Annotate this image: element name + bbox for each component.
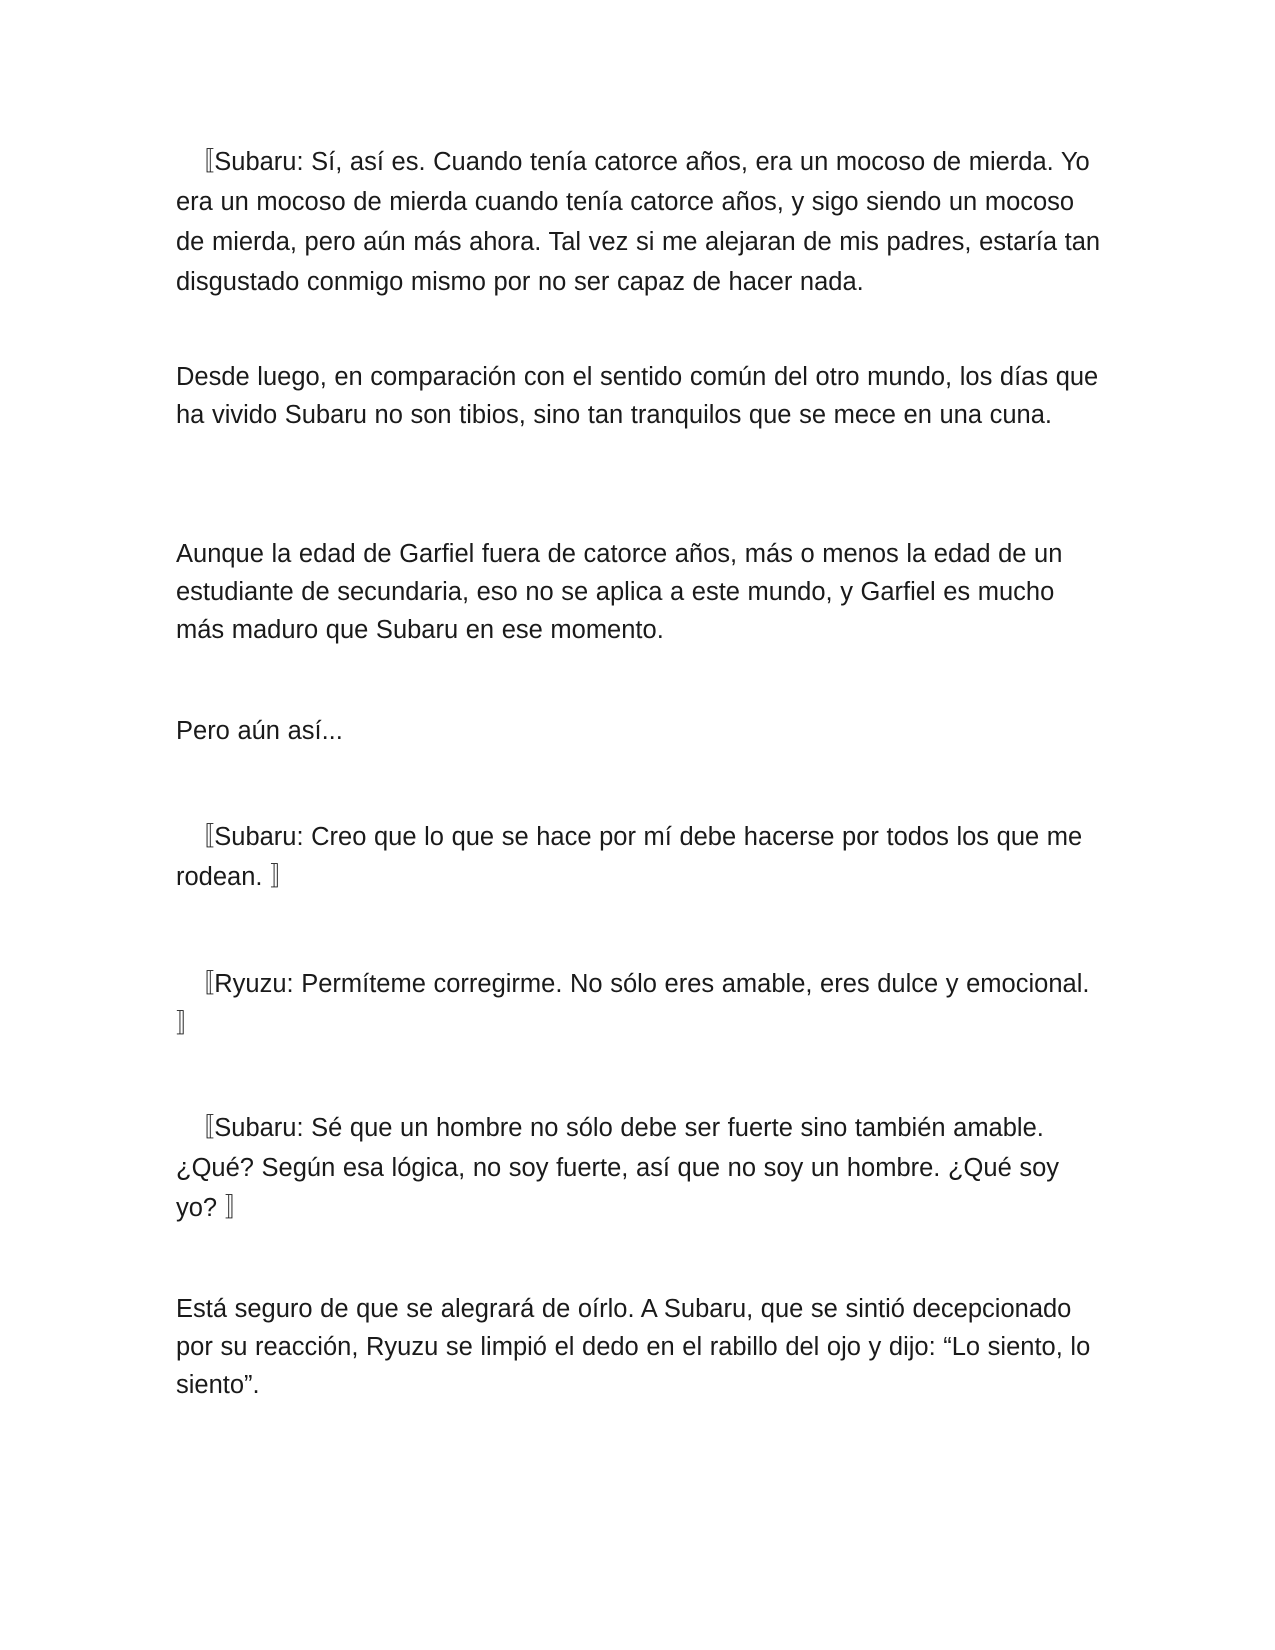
paragraph-ryuzu-corregirme: 〚Ryuzu: Permíteme corregirme. No sólo eres amable, eres dulce y emocional. 〛 <box>176 970 1090 1038</box>
paragraph-subaru-mocoso: 〚Subaru: Sí, así es. Cuando tenía catorce años, era un mocoso de mierda. Yo era un mocoso de mierda cuando tenía catorce años, y sigo siendo un mocoso de mierda, pero aún más ahora. Tal vez si me alejaran de mis padres, estaría tan disgustado conmigo mismo por no ser capaz de hacer nada. <box>176 148 1101 296</box>
paragraph-pero-aun-asi: Pero aún así... <box>176 717 343 745</box>
paragraph-ryuzu-lo-siento: Está seguro de que se alegrará de oírlo. A Subaru, que se sintió decepcionado por su reacción, Ryuzu se limpió el dedo en el rabillo del ojo y dijo: “Lo siento, lo siento”. <box>176 1295 1091 1399</box>
paragraph-sentido-comun: Desde luego, en comparación con el sentido común del otro mundo, los días que ha vivido Subaru no son tibios, sino tan tranquilos que se mece en una cuna. <box>176 363 1099 429</box>
paragraph-subaru-hombre: 〚Subaru: Sé que un hombre no sólo debe ser fuerte sino también amable. ¿Qué? Según esa lógica, no soy fuerte, así que no soy un hombre. ¿Qué soy yo? 〛 <box>176 1114 1060 1222</box>
paragraph-subaru-por-todos: 〚Subaru: Creo que lo que se hace por mí debe hacerse por todos los que me rodean. 〛 <box>176 823 1083 891</box>
paragraph-garfiel-edad: Aunque la edad de Garfiel fuera de catorce años, más o menos la edad de un estudiante de secundaria, eso no se aplica a este mundo, y Garfiel es mucho más maduro que Subaru en ese momento. <box>176 540 1063 644</box>
